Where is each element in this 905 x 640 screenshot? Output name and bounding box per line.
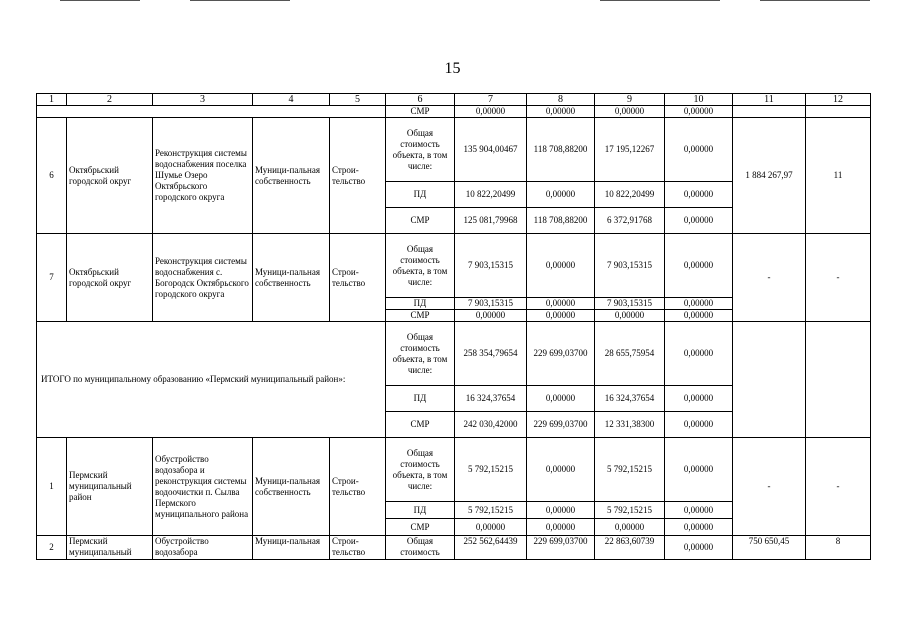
ownership-cell: Муници-пальная собственность — [253, 118, 330, 234]
work-type-cell: Строи-тельство — [330, 118, 386, 234]
column-number: 3 — [153, 94, 253, 106]
object-name-cell: Реконструкция системы водоснабжения поселка Шумье Озеро Октябрьского городского округа — [153, 118, 253, 234]
value-cell: 229 699,03700 — [527, 536, 595, 560]
value-cell: 5 792,15215 — [595, 502, 665, 519]
value-cell: 229 699,03700 — [527, 322, 595, 386]
value-cell: 125 081,79968 — [455, 208, 527, 234]
column-number: 12 — [806, 94, 871, 106]
value-cell: 10 822,20499 — [595, 182, 665, 208]
top-edge-line — [760, 0, 870, 1]
district-cell: Пермский муниципальный район — [67, 438, 153, 536]
value-cell: 11 — [806, 118, 871, 234]
value-cell: 0,00000 — [527, 310, 595, 322]
value-cell: 7 903,15315 — [595, 234, 665, 298]
total-row — [37, 322, 871, 386]
row-number: 7 — [37, 234, 67, 322]
value-cell: 0,00000 — [527, 298, 595, 310]
value-cell: 0,00000 — [665, 208, 733, 234]
value-cell: 5 792,15215 — [455, 438, 527, 502]
column-number-row — [37, 94, 871, 106]
value-cell: 6 372,91768 — [595, 208, 665, 234]
column-number: 10 — [665, 94, 733, 106]
value-cell: 7 903,15315 — [455, 298, 527, 310]
column-number: 11 — [733, 94, 806, 106]
cost-type-cell: Общая стоимость объекта, в том числе: — [386, 438, 455, 502]
column-number: 7 — [455, 94, 527, 106]
value-cell: 12 331,38300 — [595, 412, 665, 438]
cost-type-cell: ПД — [386, 182, 455, 208]
table-row — [37, 536, 871, 560]
value-cell: 0,00000 — [527, 438, 595, 502]
value-cell: 0,00000 — [595, 106, 665, 118]
value-cell: 0,00000 — [455, 310, 527, 322]
cost-type-cell: ПД — [386, 298, 455, 310]
value-cell: 8 — [806, 536, 871, 560]
object-name-cell: Обустройство водозабора и реконструкция системы водоочистки п. Сылва Пермского муниципального района — [153, 438, 253, 536]
table-row — [37, 438, 871, 502]
top-edge-line — [60, 0, 140, 1]
column-number: 2 — [67, 94, 153, 106]
value-cell: 0,00000 — [665, 502, 733, 519]
value-cell: 252 562,64439 — [455, 536, 527, 560]
district-cell: Октябрьский городской округ — [67, 118, 153, 234]
value-cell: 0,00000 — [527, 234, 595, 298]
work-type-cell: Строи-тельство — [330, 234, 386, 322]
value-cell: 0,00000 — [665, 322, 733, 386]
object-name-cell: Реконструкция системы водоснабжения с. Богородск Октябрьского городского округа — [153, 234, 253, 322]
work-type-cell: Строи-тельство — [330, 438, 386, 536]
cost-type-cell: ПД — [386, 386, 455, 412]
empty-cell — [733, 106, 806, 118]
cost-type-cell: СМР — [386, 310, 455, 322]
value-cell: - — [806, 234, 871, 322]
cost-type-cell: СМР — [386, 519, 455, 536]
value-cell: 0,00000 — [665, 386, 733, 412]
value-cell: 242 030,42000 — [455, 412, 527, 438]
work-type-cell: Строи-тельство — [330, 536, 386, 560]
district-cell: Пермский муниципальный — [67, 536, 153, 560]
empty-cell — [806, 322, 871, 438]
cost-type-cell: СМР — [386, 106, 455, 118]
value-cell: 16 324,37654 — [455, 386, 527, 412]
cost-type-cell: ПД — [386, 502, 455, 519]
value-cell: 28 655,75954 — [595, 322, 665, 386]
value-cell: 0,00000 — [665, 438, 733, 502]
value-cell: 0,00000 — [665, 182, 733, 208]
value-cell: 17 195,12267 — [595, 118, 665, 182]
value-cell: 0,00000 — [665, 234, 733, 298]
value-cell: 22 863,60739 — [595, 536, 665, 560]
empty-cell — [37, 106, 386, 118]
value-cell: - — [733, 438, 806, 536]
ownership-cell: Муници-пальная собственность — [253, 438, 330, 536]
column-number: 4 — [253, 94, 330, 106]
value-cell: 5 792,15215 — [455, 502, 527, 519]
total-label: ИТОГО по муниципальному образованию «Пермский муниципальный район»: — [37, 322, 386, 438]
value-cell: 0,00000 — [665, 298, 733, 310]
value-cell: 0,00000 — [665, 412, 733, 438]
value-cell: 0,00000 — [595, 310, 665, 322]
investment-table — [36, 93, 871, 560]
empty-cell — [733, 322, 806, 438]
object-name-cell: Обустройство водозабора — [153, 536, 253, 560]
value-cell: 1 884 267,97 — [733, 118, 806, 234]
value-cell: 0,00000 — [455, 519, 527, 536]
value-cell: 0,00000 — [665, 536, 733, 560]
top-edge-line — [600, 0, 720, 1]
top-edge-line — [190, 0, 290, 1]
cost-type-cell: Общая стоимость объекта, в том числе: — [386, 118, 455, 182]
value-cell: 16 324,37654 — [595, 386, 665, 412]
cost-type-cell: Общая стоимость объекта, в том числе: — [386, 234, 455, 298]
column-number: 8 — [527, 94, 595, 106]
value-cell: 229 699,03700 — [527, 412, 595, 438]
column-number: 9 — [595, 94, 665, 106]
cost-type-cell: СМР — [386, 208, 455, 234]
value-cell: 0,00000 — [455, 106, 527, 118]
value-cell: 0,00000 — [527, 519, 595, 536]
column-number: 1 — [37, 94, 67, 106]
row-number: 6 — [37, 118, 67, 234]
value-cell: 118 708,88200 — [527, 208, 595, 234]
page-number: 15 — [444, 60, 461, 77]
value-cell: - — [733, 234, 806, 322]
cost-type-cell: Общая стоимость объекта, в том числе: — [386, 322, 455, 386]
value-cell: 0,00000 — [527, 106, 595, 118]
value-cell: 258 354,79654 — [455, 322, 527, 386]
value-cell: 0,00000 — [527, 182, 595, 208]
value-cell: 135 904,00467 — [455, 118, 527, 182]
value-cell: - — [806, 438, 871, 536]
table-row — [37, 118, 871, 182]
row-number: 1 — [37, 438, 67, 536]
value-cell: 0,00000 — [665, 519, 733, 536]
table-row — [37, 234, 871, 298]
value-cell: 0,00000 — [527, 502, 595, 519]
column-number: 6 — [386, 94, 455, 106]
column-number: 5 — [330, 94, 386, 106]
value-cell: 7 903,15315 — [595, 298, 665, 310]
value-cell: 10 822,20499 — [455, 182, 527, 208]
cost-type-cell: Общая стоимость — [386, 536, 455, 560]
cost-type-cell: СМР — [386, 412, 455, 438]
value-cell: 118 708,88200 — [527, 118, 595, 182]
row-number: 2 — [37, 536, 67, 560]
value-cell: 0,00000 — [527, 386, 595, 412]
district-cell: Октябрьский городской округ — [67, 234, 153, 322]
continuation-row — [37, 106, 871, 118]
value-cell: 0,00000 — [665, 106, 733, 118]
value-cell: 5 792,15215 — [595, 438, 665, 502]
ownership-cell: Муници-пальная собственность — [253, 234, 330, 322]
value-cell: 0,00000 — [665, 310, 733, 322]
value-cell: 0,00000 — [665, 118, 733, 182]
ownership-cell: Муници-пальная — [253, 536, 330, 560]
value-cell: 7 903,15315 — [455, 234, 527, 298]
empty-cell — [806, 106, 871, 118]
value-cell: 0,00000 — [595, 519, 665, 536]
value-cell: 750 650,45 — [733, 536, 806, 560]
